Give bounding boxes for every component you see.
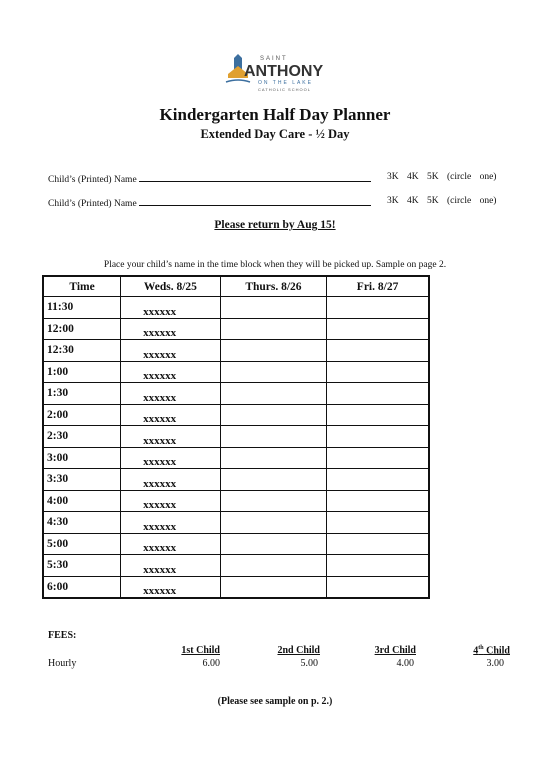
weds-cell[interactable]: xxxxxx (121, 576, 221, 598)
thurs-cell[interactable] (220, 340, 326, 362)
weds-cell[interactable]: xxxxxx (121, 383, 221, 405)
fee-value-2nd: 5.00 (300, 658, 318, 669)
table-row (43, 533, 429, 555)
time-cell: 1:00 (43, 361, 121, 383)
weds-cell[interactable]: xxxxxx (121, 533, 221, 555)
grade-options[interactable]: 3K 4K 5K (circle one) (387, 196, 497, 206)
table-row (43, 490, 429, 512)
page-title: Kindergarten Half Day Planner (159, 105, 391, 124)
instructions: Place your child’s name in the time block when they will be picked up. Sample on page 2. (103, 260, 447, 270)
weds-cell[interactable]: xxxxxx (121, 297, 221, 319)
fri-cell[interactable] (327, 297, 429, 319)
footer-note: (Please see sample on p. 2.) (217, 696, 333, 707)
thurs-cell[interactable] (220, 361, 326, 383)
table-row (43, 340, 429, 362)
thurs-cell[interactable] (220, 512, 326, 534)
fri-cell[interactable] (327, 383, 429, 405)
fee-header-4th: 4th Child (473, 645, 510, 657)
logo-line1: SAINT (260, 56, 288, 62)
fri-cell[interactable] (327, 490, 429, 512)
thurs-cell[interactable] (220, 404, 326, 426)
grade-options[interactable]: 3K 4K 5K (circle one) (387, 172, 497, 182)
thurs-cell[interactable] (220, 490, 326, 512)
fri-cell[interactable] (327, 555, 429, 577)
fee-header-2nd: 2nd Child (277, 645, 320, 656)
return-deadline: Please return by Aug 15! (214, 219, 336, 231)
column-header: Thurs. 8/26 (220, 276, 326, 297)
thurs-cell[interactable] (220, 297, 326, 319)
fri-cell[interactable] (327, 318, 429, 340)
table-row (43, 383, 429, 405)
time-cell: 5:30 (43, 555, 121, 577)
table-row (43, 318, 429, 340)
thurs-cell[interactable] (220, 576, 326, 598)
time-cell: 2:30 (43, 426, 121, 448)
weds-cell[interactable]: xxxxxx (121, 555, 221, 577)
child-name-line-1[interactable] (48, 172, 497, 185)
fee-value-4th: 3.00 (486, 658, 504, 669)
fee-row-label: Hourly (48, 658, 77, 669)
table-header-row (43, 276, 429, 297)
column-header: Weds. 8/25 (121, 276, 221, 297)
fri-cell[interactable] (327, 361, 429, 383)
fri-cell[interactable] (327, 512, 429, 534)
weds-cell[interactable]: xxxxxx (121, 512, 221, 534)
column-header: Time (43, 276, 121, 297)
weds-cell[interactable]: xxxxxx (121, 469, 221, 491)
thurs-cell[interactable] (220, 555, 326, 577)
table-row (43, 404, 429, 426)
child-name-line-2[interactable] (48, 196, 497, 209)
table-row (43, 297, 429, 319)
thurs-cell[interactable] (220, 426, 326, 448)
thurs-cell[interactable] (220, 533, 326, 555)
table-row (43, 469, 429, 491)
thurs-cell[interactable] (220, 318, 326, 340)
table-row (43, 512, 429, 534)
time-cell: 3:00 (43, 447, 121, 469)
school-logo (0, 52, 550, 94)
logo-line2: ANTHONY (244, 63, 324, 80)
table-row (43, 426, 429, 448)
weds-cell[interactable]: xxxxxx (121, 426, 221, 448)
weds-cell[interactable]: xxxxxx (121, 318, 221, 340)
fee-header-3rd: 3rd Child (374, 645, 416, 656)
fri-cell[interactable] (327, 426, 429, 448)
time-cell: 2:00 (43, 404, 121, 426)
pickup-planner-table (42, 275, 430, 599)
logo-line4: CATHOLIC SCHOOL (258, 87, 311, 92)
weds-cell[interactable]: xxxxxx (121, 404, 221, 426)
thurs-cell[interactable] (220, 469, 326, 491)
time-cell: 5:00 (43, 533, 121, 555)
fri-cell[interactable] (327, 404, 429, 426)
time-cell: 4:30 (43, 512, 121, 534)
fee-value-3rd: 4.00 (396, 658, 414, 669)
time-cell: 12:30 (43, 340, 121, 362)
fees-label: FEES: (48, 630, 77, 641)
fri-cell[interactable] (327, 533, 429, 555)
child-name-blank[interactable] (139, 172, 371, 182)
child-name-blank[interactable] (139, 196, 371, 206)
time-cell: 11:30 (43, 297, 121, 319)
table-row (43, 555, 429, 577)
fee-header-1st: 1st Child (181, 645, 220, 656)
weds-cell[interactable]: xxxxxx (121, 447, 221, 469)
fri-cell[interactable] (327, 469, 429, 491)
column-header: Fri. 8/27 (327, 276, 429, 297)
weds-cell[interactable]: xxxxxx (121, 490, 221, 512)
fri-cell[interactable] (327, 576, 429, 598)
child-name-label: Child’s (Printed) Name (48, 199, 137, 209)
time-cell: 1:30 (43, 383, 121, 405)
table-row (43, 447, 429, 469)
table-row (43, 576, 429, 598)
logo-line3: ON THE LAKE (258, 80, 313, 86)
thurs-cell[interactable] (220, 383, 326, 405)
weds-cell[interactable]: xxxxxx (121, 340, 221, 362)
time-cell: 4:00 (43, 490, 121, 512)
weds-cell[interactable]: xxxxxx (121, 361, 221, 383)
thurs-cell[interactable] (220, 447, 326, 469)
child-name-label: Child’s (Printed) Name (48, 175, 137, 185)
table-row (43, 361, 429, 383)
fri-cell[interactable] (327, 340, 429, 362)
time-cell: 6:00 (43, 576, 121, 598)
time-cell: 12:00 (43, 318, 121, 340)
fee-value-1st: 6.00 (202, 658, 220, 669)
time-cell: 3:30 (43, 469, 121, 491)
fri-cell[interactable] (327, 447, 429, 469)
page-subtitle: Extended Day Care - ½ Day (200, 127, 350, 141)
